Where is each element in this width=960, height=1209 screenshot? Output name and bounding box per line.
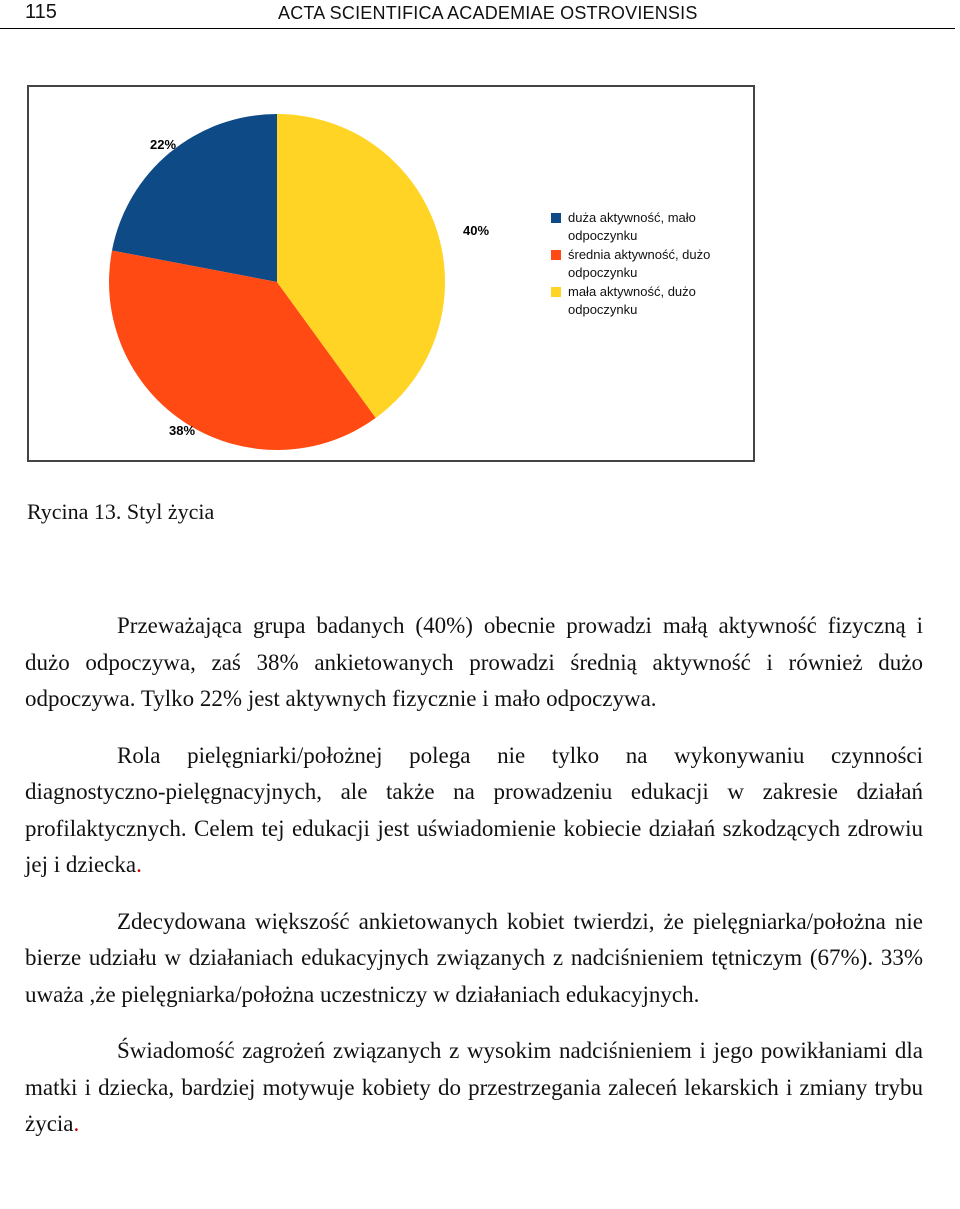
header-rule: [0, 28, 955, 29]
legend-label-3-line-2: odpoczynku: [568, 302, 638, 317]
legend-label-2-line-2: odpoczynku: [568, 265, 638, 280]
paragraph-2-period: .: [136, 852, 142, 877]
pie-chart-frame: [27, 85, 755, 462]
legend-label-2-line-1: średnia aktywność, dużo: [568, 247, 711, 262]
page-number: 115: [25, 1, 57, 23]
paragraph-4-text: Świadomość zagrożeń związanych z wysokim nadciśnieniem i jego powikłaniami dla matki i dziecka, bardziej motywuje kobiety do przestrzegania zaleceń lekarskich i zmiany trybu życia: [25, 1038, 923, 1136]
paragraph-1: Przeważająca grupa badanych (40%) obecnie prowadzi małą aktywność fizyczną i dużo odpoczywa, zaś 38% ankietowanych prowadzi średnią aktywność i również dużo odpoczywa. Tylko 22% jest aktywnych fizycznie i mało odpoczywa.: [25, 613, 923, 711]
page-header: [0, 0, 960, 28]
data-label-2: 38%: [169, 423, 196, 438]
paragraph-4: [25, 1033, 923, 1143]
legend-label-3-line-1: mała aktywność, dużo: [568, 284, 696, 299]
pie-chart: [29, 87, 753, 460]
legend-label-1-line-1: duża aktywność, mało: [568, 210, 696, 225]
body-text: [25, 608, 923, 1163]
legend-swatch-3: [551, 287, 561, 297]
data-label-3: 40%: [463, 223, 490, 238]
legend-label-1-line-2: odpoczynku: [568, 228, 638, 243]
legend-swatch-2: [551, 250, 561, 260]
paragraph-2: [25, 738, 923, 884]
paragraph-2-text: Rola pielęgniarki/położnej polega nie tylko na wykonywaniu czynności diagnostyczno-pielęgnacyjnych, ale także na prowadzeniu edukacji w zakresie działań profilaktycznych. Celem tej edukacji jest uświadomienie kobiecie działań szkodzących zdrowiu jej i dziecka: [25, 742, 923, 877]
figure-caption: Rycina 13. Styl życia: [27, 499, 215, 524]
paragraph-4-period: .: [73, 1111, 80, 1136]
legend-swatch-1: [551, 213, 561, 223]
paragraph-3: Zdecydowana większość ankietowanych kobiet twierdzi, że pielęgniarka/położna nie bierze udziału w działaniach edukacyjnych związanych z nadciśnieniem tętniczym (67%). 33% uważa ,że pielęgniarka/położna uczestniczy w działaniach edukacyjnych.: [25, 908, 923, 1007]
journal-title: ACTA SCIENTIFICA ACADEMIAE OSTROVIENSIS: [278, 3, 698, 23]
data-label-1: 22%: [150, 137, 177, 152]
